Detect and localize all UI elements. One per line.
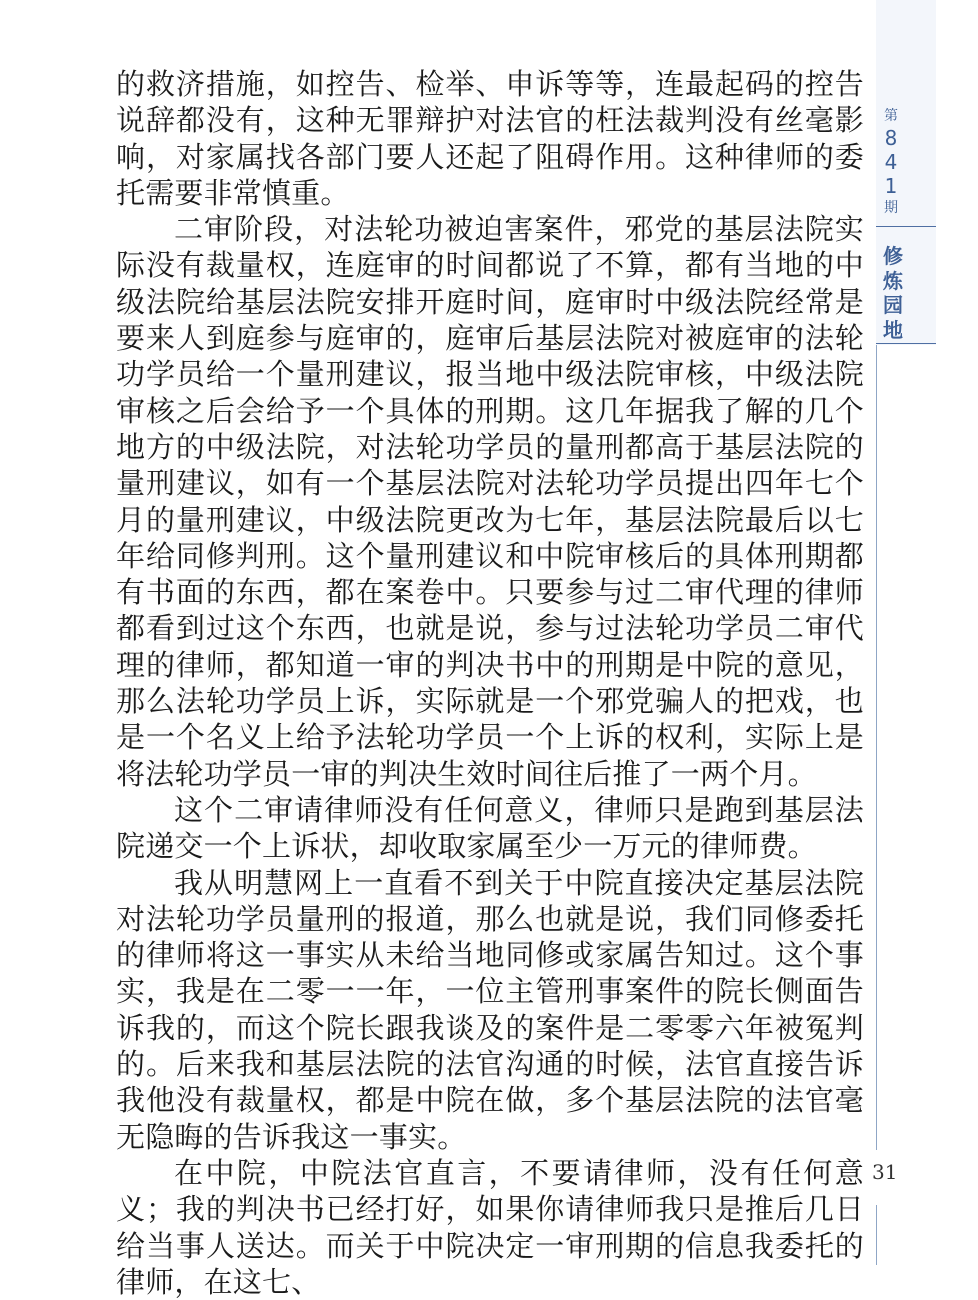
paragraph-intermediate-court: 在中院，中院法官直言，不要请律师，没有任何意义；我的判决书已经打好，如果你请律师我只是推后几日给当事人送达。而关于中院决定一审刑期的信息我委托的律师，在这七、 [116,1155,864,1299]
paragraph-second-trial: 二审阶段，对法轮功被迫害案件，邪党的基层法院实际没有裁量权，连庭审的时间都说了不算，都有当地的中级法院给基层法院安排开庭时间，庭审时中级法院经常是要来人到庭参与庭审的，庭审后基层法院对被庭审的法轮功学员给一个量刑建议，报当地中级法院审核，中级法院审核之后会给予一个具体的刑期。这几年据我了解的几个地方的中级法院，对法轮功学员的量刑都高于基层法院的量刑建议，如有一个基层法院对法轮功学员提出四年七个月的量刑建议，中级法院更改为七年，基层法院最后以七年给同修判刑。这个量刑建议和中院审核后的具体刑期都有书面的东西，都在案卷中。只要参与过二审代理的律师都看到过这个东西，也就是说，参与过法轮功学员二审代理的律师，都知道一审的判决书中的刑期是中院的意见，那么法轮功学员上诉，实际就是一个邪党骗人的把戏，也是一个名义上给予法轮功学员一个上诉的权利，实际上是将法轮功学员一审的判决生效时间往后推了一两个月。 [116,212,864,791]
sidebar-rail-line-bottom [876,1205,877,1265]
section-char: 地 [883,317,903,342]
section-char: 园 [883,293,903,317]
issue-digit: 8 [884,126,898,150]
section-title [876,244,910,342]
paragraph-minghui-report: 我从明慧网上一直看不到关于中院直接决定基层法院对法轮功学员量刑的报道，那么也就是说，我们同修委托的律师将这一事实从未给当地同修或家属告知过。这个事实，我是在二零一一年，一位主管刑事案件的院长侧面告诉我的，而这个院长跟我谈及的案件是二零零六年被冤判的。后来我和基层法院的法官沟通的时候，法官直接告诉我他没有裁量权，都是中院在做，多个基层法院的法官毫无隐晦的告诉我这一事实。 [116,865,864,1154]
issue-suffix: 期 [884,200,898,216]
side-tab-divider [876,226,936,227]
issue-digit: 1 [884,174,898,198]
article-body [116,66,864,1300]
section-char: 炼 [883,268,903,293]
side-tab [876,0,936,345]
issue-prefix: 第 [884,108,898,124]
section-char: 修 [883,244,903,268]
paragraph-continuation: 的救济措施，如控告、检举、申诉等等，连最起码的控告说辞都没有，这种无罪辩护对法官的枉法裁判没有丝毫影响，对家属找各部门要人还起了阻碍作用。这种律师的委托需要非常慎重。 [116,67,864,210]
paragraph-appeal-lawyer: 这个二审请律师没有任何意义，律师只是跑到基层法院递交一个上诉状，却收取家属至少一万元的律师费。 [116,792,864,864]
issue-number [876,106,906,218]
page-number: 31 [872,1160,898,1184]
issue-digit: 4 [884,150,898,174]
side-tab-bottom-rule [876,343,936,344]
